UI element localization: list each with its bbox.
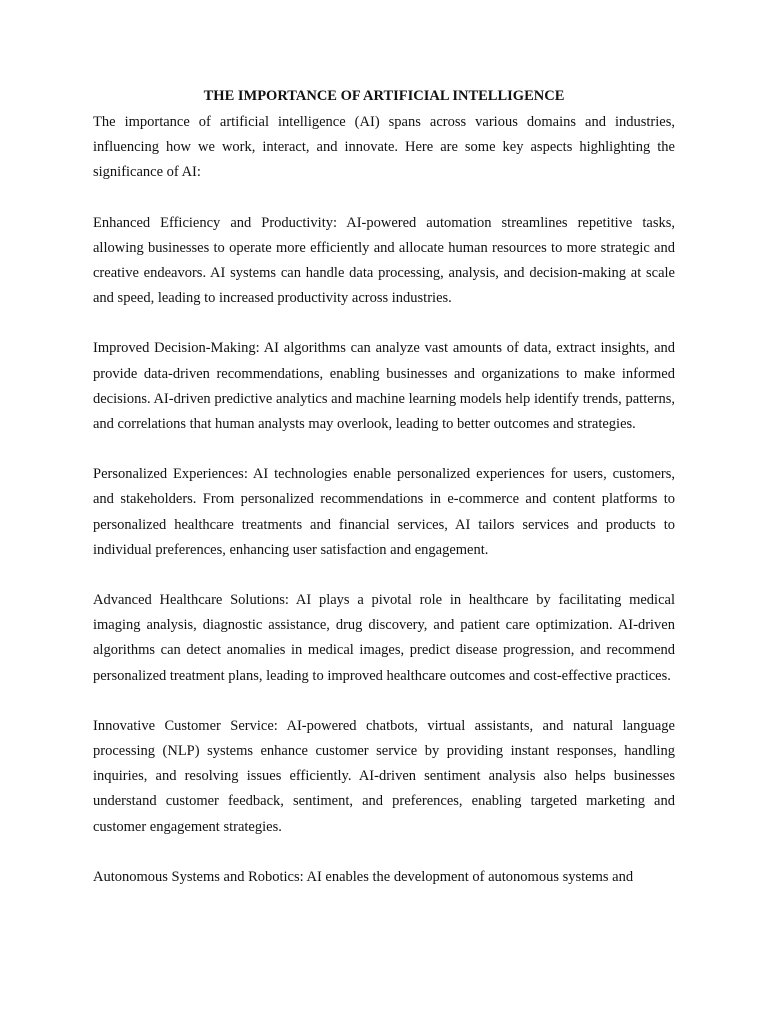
- paragraph-autonomous-systems: Autonomous Systems and Robotics: AI enables the development of autonomous systems and: [93, 868, 634, 885]
- paragraph-personalized-experiences: Personalized Experiences: AI technologies enable personalized experiences for users, customers, and stakeholders. From personalized recommendations in e-commerce and content platforms to personalized healthcare treatments and financial services, AI tailors services and products to individual preferences, enhancing user satisfaction and engagement.: [93, 466, 675, 558]
- paragraph-efficiency-productivity: Enhanced Efficiency and Productivity: AI-powered automation streamlines repetitive tasks, allowing businesses to operate more efficiently and allocate human resources to more strategic and creative endeavors. AI systems can handle data processing, analysis, and decision-making at scale and speed, leading to increased productivity across industries.: [93, 214, 675, 307]
- document-title: THE IMPORTANCE OF ARTIFICIAL INTELLIGENCE: [203, 88, 565, 104]
- intro-paragraph: The importance of artificial intelligence (AI) spans across various domains and industries, influencing how we work, interact, and innovate. Here are some key aspects highlighting the significance of AI:: [93, 114, 675, 181]
- paragraph-customer-service: Innovative Customer Service: AI-powered chatbots, virtual assistants, and natural language processing (NLP) systems enhance customer service by providing instant responses, handling inquiries, and resolving issues efficiently. AI-driven sentiment analysis also helps businesses understand customer feedback, sentiment, and preferences, enabling targeted marketing and customer engagement strategies.: [93, 717, 675, 835]
- paragraph-healthcare-solutions: Advanced Healthcare Solutions: AI plays a pivotal role in healthcare by facilitating medical imaging analysis, diagnostic assistance, drug discovery, and patient care optimization. AI-driven algorithms can detect anomalies in medical images, predict disease progression, and recommend personalized treatment plans, leading to improved healthcare outcomes and cost-effective practices.: [93, 592, 675, 684]
- document-body: [93, 110, 675, 915]
- paragraph-decision-making: Improved Decision-Making: AI algorithms can analyze vast amounts of data, extract insights, and provide data-driven recommendations, enabling businesses and organizations to make informed decisions. AI-driven predictive analytics and machine learning models help identify trends, patterns, and correlations that human analysts may overlook, leading to better outcomes and strategies.: [93, 340, 675, 433]
